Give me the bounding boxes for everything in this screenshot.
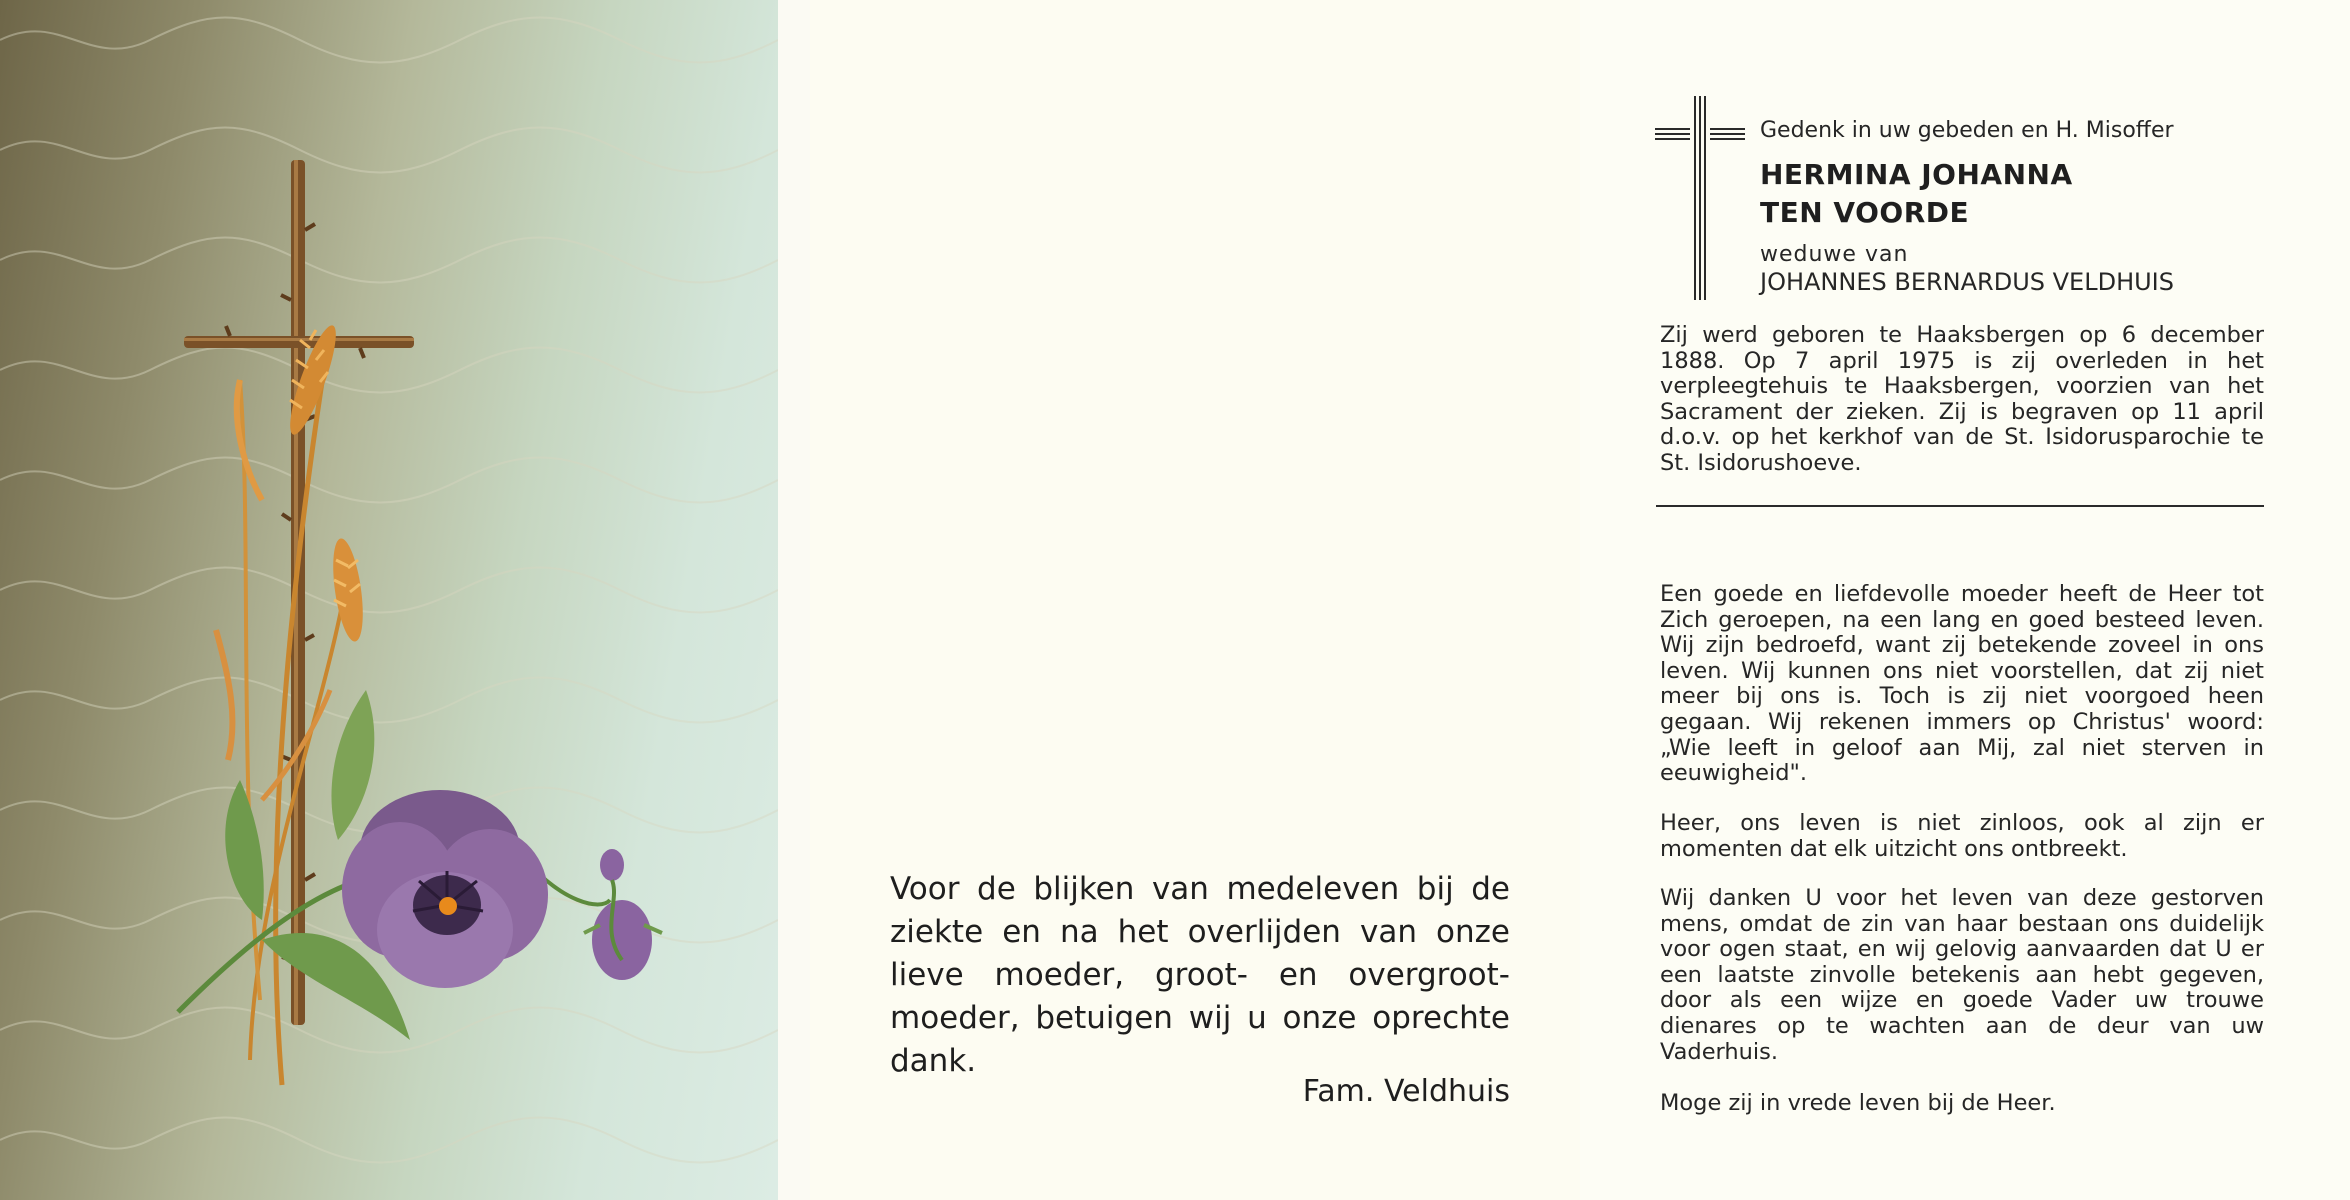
section-divider bbox=[1656, 505, 2264, 507]
biography-paragraph: Zij werd geboren te Haaksbergen op 6 december 1888. Op 7 april 1975 is zij overleden in het verpleegtehuis te Haaksbergen, voorzien van het Sacrament der zieken. Zij is begraven op 11 april d.o.v. op het kerkhof van de St. Isidorusparochie te St. Isidorushoeve. bbox=[1660, 322, 2264, 476]
cross-icon bbox=[1655, 96, 1745, 300]
card-fold-gap bbox=[778, 0, 810, 1200]
card-front-illustration bbox=[0, 0, 778, 1200]
memorial-paragraph-1: Een goede en liefdevolle moeder heeft de Heer tot Zich geroepen, na een lang en goed besteed leven. Wij zijn bedroefd, want zij betekende zoveel in ons leven. Wij kunnen ons niet voorstellen, dat zij niet meer bij ons is. Toch is zij niet voorgoed heen gegaan. Wij rekenen immers op Christus' woord: „Wie leeft in geloof aan Mij, zal niet sterven in eeuwigheid". bbox=[1660, 581, 2264, 787]
thank-you-panel bbox=[810, 0, 1580, 1200]
deceased-name-line2: TEN VOORDE bbox=[1760, 196, 1970, 229]
memorial-paragraph-3: Wij danken U voor het leven van deze gestorven mens, omdat de zin van haar bestaan ons duidelijk voor ogen staat, en wij gelovig aanvaarden dat U er een laatste zinvolle betekenis aan hebt gegeven, door als een wijze en goede Vader uw trouwe dienares op te wachten aan de deur van uw Vaderhuis. bbox=[1660, 885, 2264, 1065]
widow-of-label: weduwe van bbox=[1760, 242, 1909, 267]
family-signature: Fam. Veldhuis bbox=[1302, 1074, 1510, 1109]
pansy-flower-icon bbox=[342, 790, 662, 988]
card-front-artwork bbox=[0, 0, 778, 1200]
husband-name: JOHANNES BERNARDUS VELDHUIS bbox=[1760, 268, 2174, 296]
memorial-paragraph-2: Heer, ons leven is niet zinloos, ook al zijn er momenten dat elk uitzicht ons ontbreekt. bbox=[1660, 810, 2264, 862]
thank-you-text: Voor de blijken van medeleven bij de ziekte en na het overlijden van onze lieve moeder, groot- en overgroot-moeder, betuigen wij u onze oprechte dank. bbox=[890, 871, 1510, 1079]
deceased-name-line1: HERMINA JOHANNA bbox=[1760, 158, 2073, 191]
memorial-paragraph-4: Moge zij in vrede leven bij de Heer. bbox=[1660, 1090, 2056, 1116]
memorial-panel bbox=[1580, 0, 2350, 1200]
memorial-intro: Gedenk in uw gebeden en H. Misoffer bbox=[1760, 118, 2174, 143]
